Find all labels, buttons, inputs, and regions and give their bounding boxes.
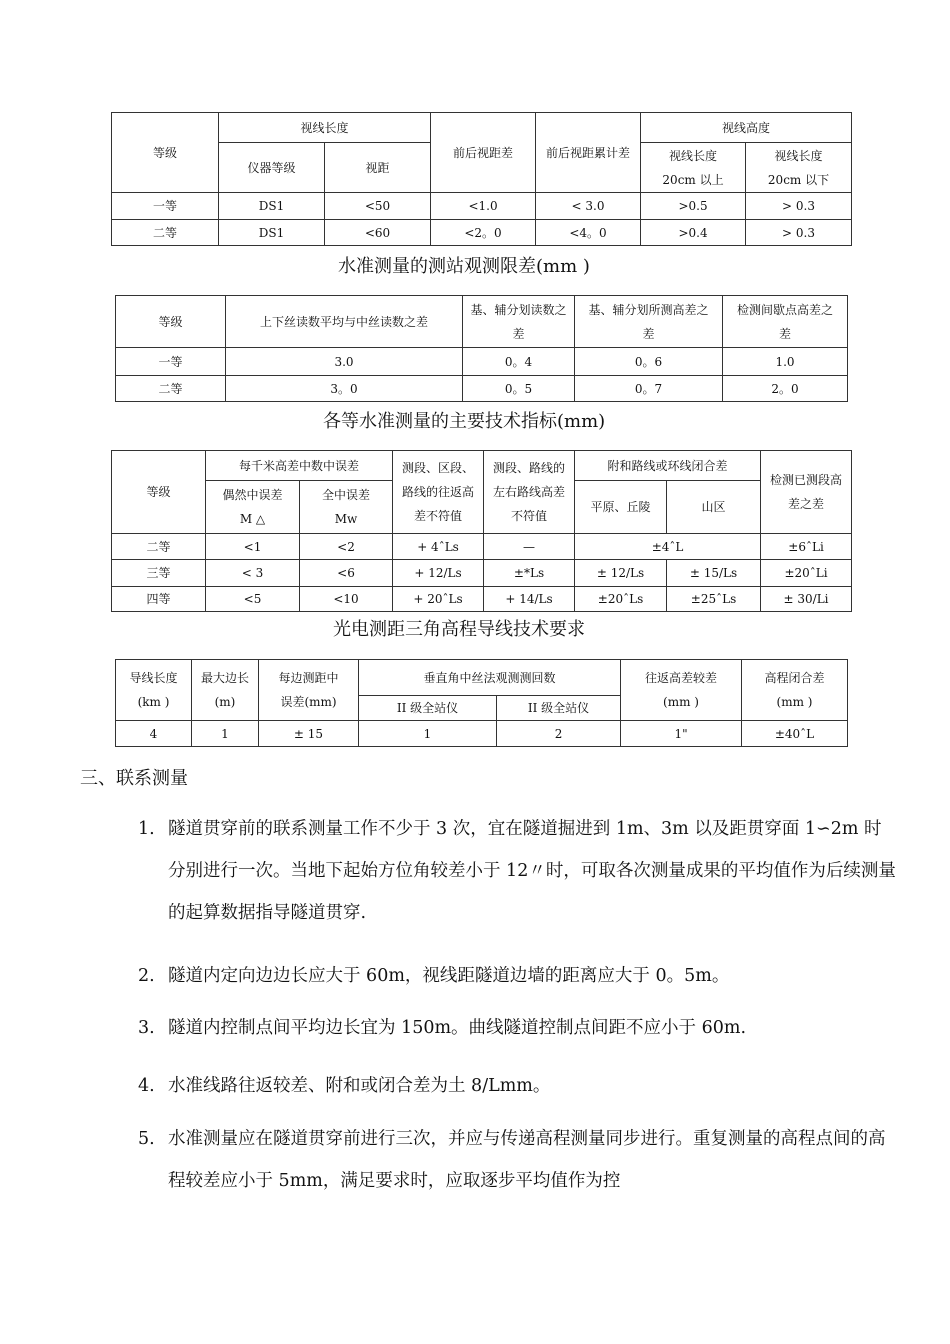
list-item xyxy=(138,1065,898,1107)
cell: DS1 xyxy=(219,193,325,220)
cell: ±20ˆLs xyxy=(575,587,667,612)
cell: < 3 xyxy=(206,560,300,587)
cell: 一等 xyxy=(112,193,219,220)
header-fb-diff: 前后视距差 xyxy=(431,113,536,193)
cell: 3.0 xyxy=(226,348,463,376)
cell: 2 xyxy=(497,721,621,747)
cell: ± 30/Li xyxy=(761,587,852,612)
cell: 二等 xyxy=(112,220,219,246)
table-station-limits xyxy=(115,295,848,402)
cell: DS1 xyxy=(219,220,325,246)
cell: <10 xyxy=(300,587,393,612)
header-vertical-angle: 垂直角中丝法观测测回数 xyxy=(359,660,621,696)
list-number: 5. xyxy=(138,1129,155,1149)
cell: + 4ˆLs xyxy=(393,534,484,560)
cell: ±40ˆL xyxy=(742,721,848,747)
cell: < 3.0 xyxy=(536,193,641,220)
cell: 一等 xyxy=(116,348,226,376)
list-item xyxy=(138,1118,898,1202)
cell: <1.0 xyxy=(431,193,536,220)
cell: 1" xyxy=(621,721,742,747)
cell: 4 xyxy=(116,721,192,747)
header-sl-below: 视线长度 20cm 以下 xyxy=(746,143,852,193)
table-row xyxy=(112,220,852,246)
cell: 三等 xyxy=(112,560,206,587)
cell: > 0.3 xyxy=(746,193,852,220)
header-total-station-a: II 级全站仪 xyxy=(359,696,497,721)
cell: <1 xyxy=(206,534,300,560)
header-sight-height: 视线高度 xyxy=(641,113,852,143)
list-text: 隧道内控制点间平均边长宜为 150m。曲线隧道控制点间距不应小于 60m. xyxy=(168,1018,747,1038)
header-division-height: 基、辅分划所测高差之 差 xyxy=(575,296,723,348)
cell: + 20ˆLs xyxy=(393,587,484,612)
cell: ± 15 xyxy=(259,721,359,747)
header-sl-above: 视线长度 20cm 以上 xyxy=(641,143,746,193)
cell: <2。0 xyxy=(431,220,536,246)
cell: >0.5 xyxy=(641,193,746,220)
cell: <60 xyxy=(325,220,431,246)
table-row xyxy=(116,376,848,402)
header-total-station-b: II 级全站仪 xyxy=(497,696,621,721)
cell: 0。4 xyxy=(463,348,575,376)
list-item xyxy=(138,1007,898,1049)
header-left-right-diff: 测段、路线的 左右路线高差 不符值 xyxy=(484,451,575,534)
cell: 0。6 xyxy=(575,348,723,376)
cell: 3。0 xyxy=(226,376,463,402)
header-round-trip: 往返高差较差 (mm ) xyxy=(621,660,742,721)
header-grade: 等级 xyxy=(112,113,219,193)
cell: 1 xyxy=(192,721,259,747)
cell: <5 xyxy=(206,587,300,612)
cell: <50 xyxy=(325,193,431,220)
header-check-point: 检测间歇点高差之 差 xyxy=(723,296,848,348)
header-check-segment: 检测已测段高 差之差 xyxy=(761,451,852,534)
header-traverse-length: 导线长度 (km ) xyxy=(116,660,192,721)
cell: 2。0 xyxy=(723,376,848,402)
header-instrument: 仪器等级 xyxy=(219,143,325,193)
cell: <2 xyxy=(300,534,393,560)
header-elevation-closure: 高程闭合差 (mm ) xyxy=(742,660,848,721)
list-number: 3. xyxy=(138,1018,155,1038)
table-edm-traverse xyxy=(115,659,848,747)
list-item xyxy=(138,955,898,997)
list-item xyxy=(138,808,898,934)
list-number: 1. xyxy=(138,819,155,839)
cell: <6 xyxy=(300,560,393,587)
list-number: 4. xyxy=(138,1076,155,1096)
cell: <4。0 xyxy=(536,220,641,246)
cell: > 0.3 xyxy=(746,220,852,246)
cell: 0。5 xyxy=(463,376,575,402)
table-row xyxy=(112,193,852,220)
table-row xyxy=(112,534,852,560)
header-sight-length: 视线长度 xyxy=(219,113,431,143)
caption-edm-traverse: 光电测距三角高程导线技术要求 xyxy=(333,619,585,640)
header-plain: 平原、丘陵 xyxy=(575,481,667,534)
cell: ± 15/Ls xyxy=(667,560,761,587)
header-total: 全中误差 Mw xyxy=(300,481,393,534)
table-sight-limits xyxy=(111,112,852,246)
table-leveling-specs xyxy=(111,450,852,612)
table-row xyxy=(116,348,848,376)
cell: 1 xyxy=(359,721,497,747)
caption-station-limits: 水准测量的测站观测限差(mm ) xyxy=(338,256,590,277)
header-closure: 附和路线或环线闭合差 xyxy=(575,451,761,481)
cell: ±20ˆLi xyxy=(761,560,852,587)
header-distance: 视距 xyxy=(325,143,431,193)
cell: 1.0 xyxy=(723,348,848,376)
list-text: 水准测量应在隧道贯穿前进行三次，并应与传递高程测量同步进行。重复测量的高程点间的高程较差应小于 5mm，满足要求时，应取逐步平均值作为控 xyxy=(168,1129,886,1191)
list-text: 水准线路往返较差、附和或闭合差为土 8/Lmm。 xyxy=(168,1076,551,1096)
header-accidental: 偶然中误差 M △ xyxy=(206,481,300,534)
table-row xyxy=(116,721,848,747)
cell: — xyxy=(484,534,575,560)
cell: >0.4 xyxy=(641,220,746,246)
header-fb-cum: 前后视距累计差 xyxy=(536,113,641,193)
cell: ±*Ls xyxy=(484,560,575,587)
section-title: 三、联系测量 xyxy=(80,768,188,789)
cell: + 12/Ls xyxy=(393,560,484,587)
table-row xyxy=(112,587,852,612)
list-text: 隧道内定向边边长应大于 60m，视线距隧道边墙的距离应大于 0。5m。 xyxy=(168,966,730,986)
caption-leveling-specs: 各等水准测量的主要技术指标(mm) xyxy=(323,411,606,432)
cell: 二等 xyxy=(116,376,226,402)
header-grade: 等级 xyxy=(112,451,206,534)
cell: 四等 xyxy=(112,587,206,612)
cell: ±25ˆLs xyxy=(667,587,761,612)
header-wire-diff: 上下丝读数平均与中丝读数之差 xyxy=(226,296,463,348)
table-row xyxy=(112,560,852,587)
header-per-km: 每千米高差中数中误差 xyxy=(206,451,393,481)
list-number: 2. xyxy=(138,966,155,986)
header-grade: 等级 xyxy=(116,296,226,348)
header-segment-diff: 测段、区段、 路线的往返高 差不符值 xyxy=(393,451,484,534)
cell: ± 12/Ls xyxy=(575,560,667,587)
header-mountain: 山区 xyxy=(667,481,761,534)
cell: + 14/Ls xyxy=(484,587,575,612)
header-side-error: 每边测距中 误差(mm) xyxy=(259,660,359,721)
cell: ±4ˆL xyxy=(575,534,761,560)
header-max-side: 最大边长 (m) xyxy=(192,660,259,721)
cell: 二等 xyxy=(112,534,206,560)
header-division-reading: 基、辅分划读数之 差 xyxy=(463,296,575,348)
cell: ±6ˆLi xyxy=(761,534,852,560)
list-text: 隧道贯穿前的联系测量工作不少于 3 次，宜在隧道掘进到 1m、3m 以及距贯穿面 1∽2m 时分别进行一次。当地下起始方位角较差小于 12〃时，可取各次测量成果的平均值作为后续测量的起算数据指导隧道贯穿. xyxy=(168,819,896,923)
cell: 0。7 xyxy=(575,376,723,402)
